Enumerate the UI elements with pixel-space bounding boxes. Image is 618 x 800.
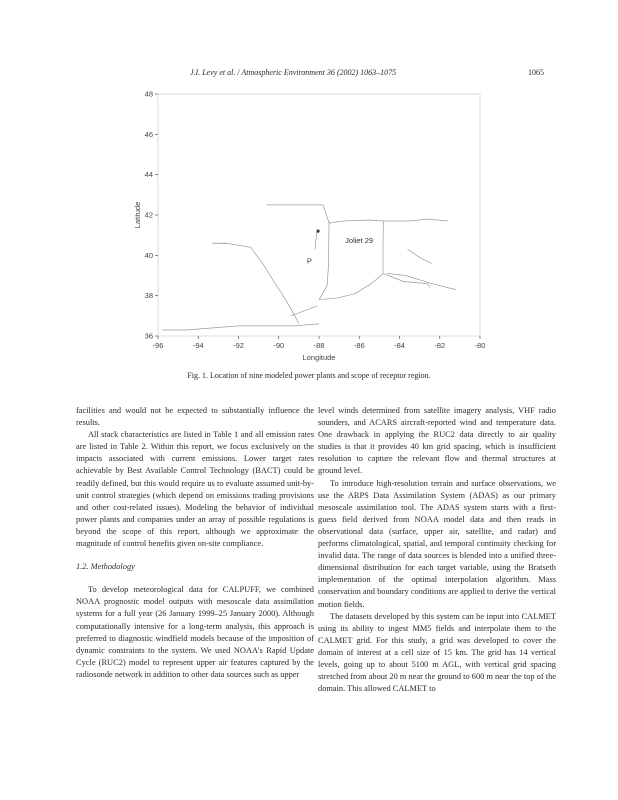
x-tick-label: -80 (474, 341, 486, 350)
paragraph: facilities and would not be expected to substantially influence the results. (76, 406, 314, 428)
y-tick-label: 36 (144, 331, 153, 341)
figure-caption: Fig. 1. Location of nine modeled power plants and scope of receptor region. (187, 371, 431, 380)
running-head: J.I. Levy et al. / Atmospheric Environment 36 (2002) 1063–1075 (190, 68, 397, 77)
map-annotation: Joliet 29 (345, 236, 374, 246)
x-tick-label: -92 (233, 341, 244, 350)
x-tick-label: -82 (434, 341, 446, 350)
figure-map (130, 88, 490, 364)
map-border-line (319, 221, 329, 300)
y-tick-label: 46 (144, 129, 153, 139)
map-border-line (408, 249, 432, 263)
x-tick-label: -84 (394, 341, 405, 350)
paragraph: level winds determined from satellite imagery analysis, VHF radio sounders, and ACARS aircraft-reported wind and temperature data. One drawback in applying the RUC2 data directly to air quality studies is that it provides 40 km grid spacing, which is insufficient resolution to capture the relevant flow and thermal structures at ground level. (318, 406, 556, 476)
map-border-line (323, 205, 400, 223)
paragraph: All stack characteristics are listed in Table 1 and all emission rates are listed in Table 2. Within this report, we focus exclusively on the impacts associated with current emissions. Lower target rates achievable by Best Available Control Technology (BACT) could be readily defined, but this would require us to evaluate assumed unit-by-unit control strategies (which depend on emissions trading provisions and other cost-related issues). Modeling the behavior of individual power plants and companies under an array of possible regulations is beyond the scope of this report, although we approximate the magnitude of control benefits given on-site compliance. (76, 430, 314, 549)
y-axis-label: Latitude (133, 201, 142, 229)
x-tick-label: -90 (273, 341, 285, 350)
plot-marks (133, 90, 485, 363)
map-annotation: P (306, 256, 312, 266)
y-tick-label: 44 (144, 170, 153, 180)
map-border-line (291, 306, 317, 316)
x-tick-label: -94 (192, 341, 204, 350)
x-tick-label: -86 (353, 341, 365, 350)
y-tick-label: 38 (144, 291, 153, 301)
paragraph: To develop meteorological data for CALPUFF, we combined NOAA prognostic model outputs with mesoscale data assimilation systems for a full year (26 January 1999–25 January 2000). Although computationally intensive for a long-term analysis, this approach is preferred to diagnostic windfield models because of the imposition of dynamic constraints to the system. We used NOAA's Rapid Update Cycle (RUC2) model to represent upper air features captured by the radiosonde network in addition to other data sources such as upper (76, 585, 314, 679)
map-border-line (212, 243, 299, 324)
map-borders (162, 205, 456, 330)
map-border-line (400, 219, 448, 221)
x-tick-label: -88 (313, 341, 325, 350)
y-tick-label: 40 (144, 250, 153, 260)
map-border-line (162, 324, 319, 330)
x-tick-label: -96 (152, 341, 164, 350)
paragraph: To introduce high-resolution terrain and surface observations, we use the ARPS Data Assimilation System (ADAS) as our primary mesoscale assimilation tool. The ADAS system starts with a first-guess field derived from NOAA model data and then reads in observational data (surface, upper air, satellite, and radar) and performs climatological, spatial, and temporal continuity checking for invalid data. The range of data sources is blended into a unified three-dimensional distribution for each target variable, using the Bratseth implementation of the optimal interpolation algorithm. Mass conservation and boundary conditions are applied to derive the vertical motion fields. (318, 478, 556, 609)
y-tick-label: 48 (144, 89, 153, 99)
map-leader-line (315, 229, 317, 249)
section-heading: 1.2. Methodology (76, 562, 135, 572)
page-number: 1065 (528, 68, 544, 77)
paragraph: The datasets developed by this system can be input into CALMET using its ability to ingest MM5 fields and interpolate them to the CALMET grid. For this study, a grid was developed to cover the domain of interest at a cell size of 15 km. The grid has 14 vertical levels, going up to about 5100 m AGL, with vertical grid spacing stretched from about 20 m near the ground to 600 m near the top of the domain. This allowed CALMET to (318, 611, 556, 694)
plot-frame (158, 94, 480, 336)
body-column-right (318, 405, 556, 695)
map-border-line (319, 274, 430, 300)
body-column-left (76, 405, 314, 681)
map-plot (130, 88, 490, 364)
y-tick-label: 42 (144, 210, 153, 220)
map-border-line (387, 274, 455, 290)
x-axis-label: Longitude (302, 353, 336, 362)
running-header (190, 68, 544, 80)
